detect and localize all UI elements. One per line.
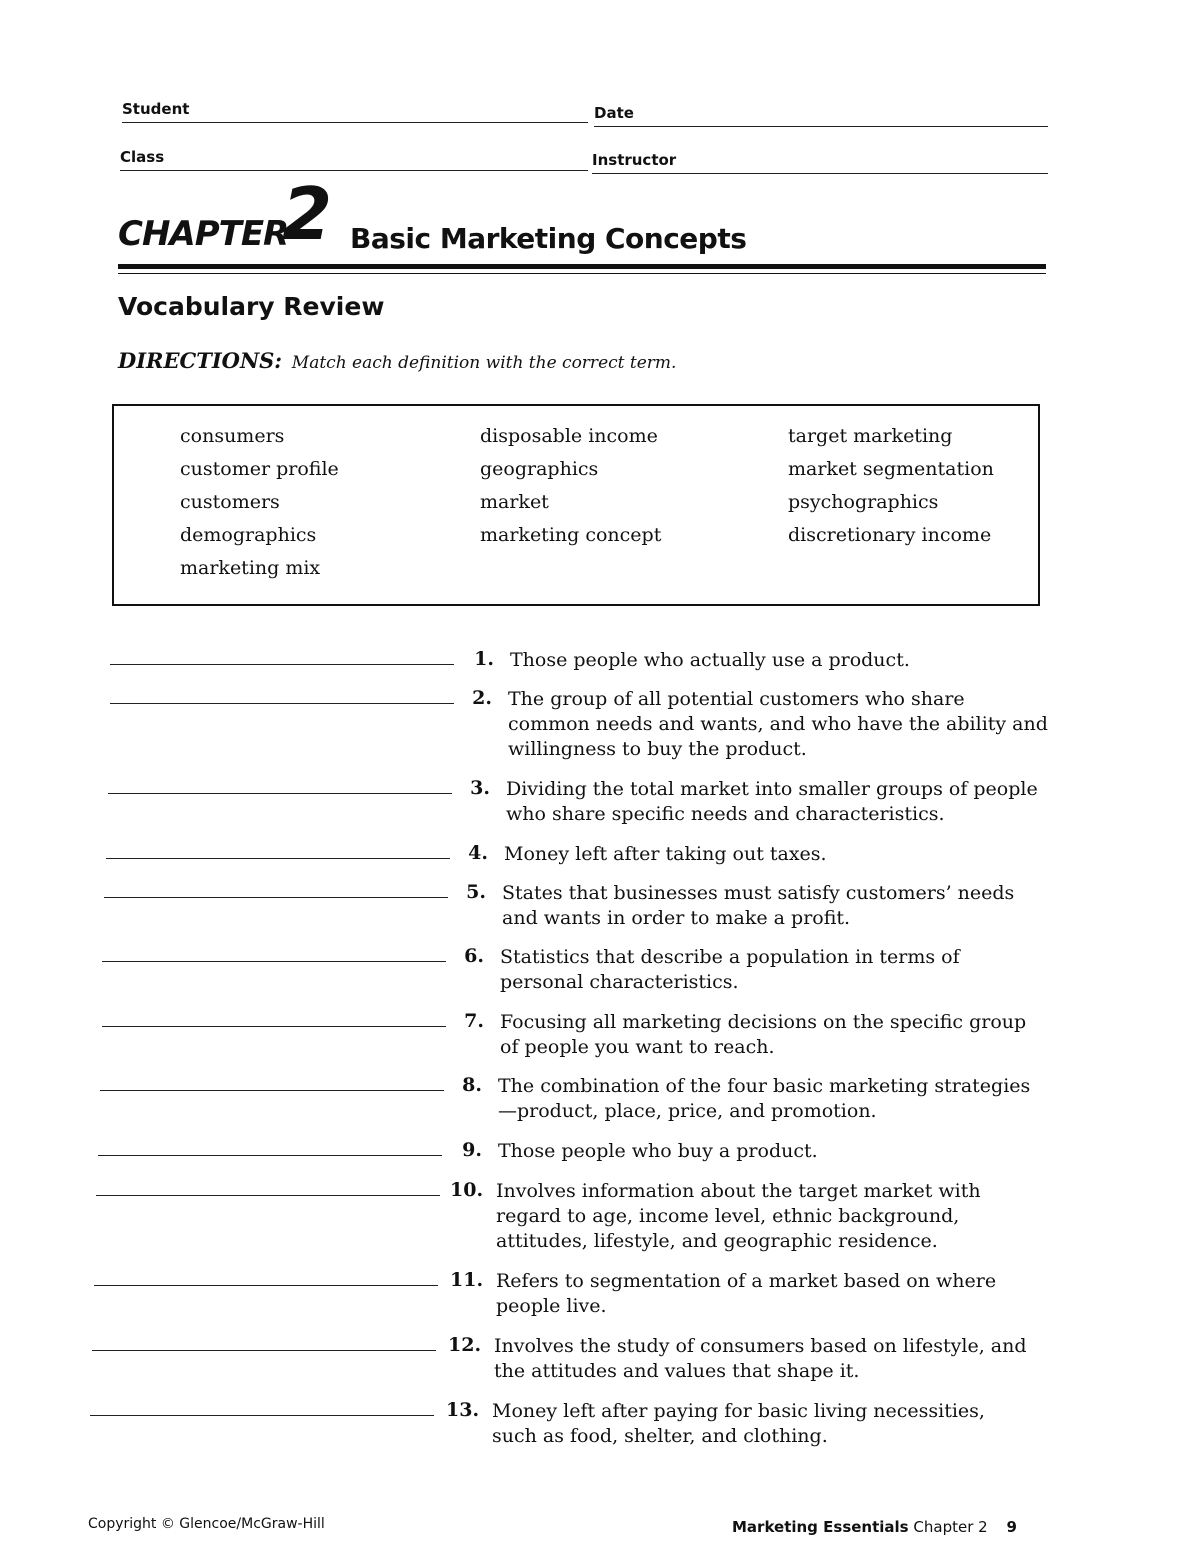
question-text: Involves information about the target market with regard to age, income level, ethnic background, attitudes, lifestyle, and geographic residence. <box>496 1180 981 1252</box>
chapter-rule-thick <box>118 264 1046 269</box>
question-text: Money left after taking out taxes. <box>504 843 827 865</box>
term: marketing concept <box>480 524 662 546</box>
question-text: Those people who actually use a product. <box>510 649 910 671</box>
term: consumers <box>180 425 285 447</box>
question-number: 2. <box>472 687 492 709</box>
student-field[interactable] <box>122 122 588 123</box>
answer-blank[interactable] <box>110 664 454 665</box>
term: market segmentation <box>788 458 994 480</box>
term: demographics <box>180 524 317 546</box>
copyright: Copyright © Glencoe/McGraw-Hill <box>88 1516 325 1532</box>
question-text: The combination of the four basic marketing strategies—product, place, price, and promotion. <box>498 1075 1031 1122</box>
question-number: 12. <box>448 1334 482 1356</box>
term-bank <box>112 404 1040 606</box>
question-text: Those people who buy a product. <box>498 1140 818 1162</box>
chapter-rule-thin <box>118 273 1046 274</box>
term: psychographics <box>788 491 939 513</box>
footer-chapter: Chapter 2 <box>913 1518 988 1536</box>
question-text: The group of all potential customers who share common needs and wants, and who have the ability and willingness to buy the product. <box>508 688 1048 760</box>
question-number: 3. <box>470 777 490 799</box>
directions-text: Match each definition with the correct term. <box>291 353 677 373</box>
page-number: 9 <box>1006 1518 1017 1536</box>
directions <box>118 348 676 373</box>
answer-blank[interactable] <box>92 1350 436 1351</box>
answer-blank[interactable] <box>100 1090 444 1091</box>
answer-blank[interactable] <box>98 1155 442 1156</box>
answer-blank[interactable] <box>108 793 452 794</box>
term: disposable income <box>480 425 658 447</box>
answer-blank[interactable] <box>110 703 454 704</box>
instructor-field[interactable] <box>592 173 1048 174</box>
question-text: Refers to segmentation of a market based on where people live. <box>496 1270 997 1317</box>
book-title: Marketing Essentials <box>732 1518 909 1536</box>
term: discretionary income <box>788 524 992 546</box>
answer-blank[interactable] <box>90 1415 434 1416</box>
term: customers <box>180 491 280 513</box>
date-field[interactable] <box>594 126 1048 127</box>
answer-blank[interactable] <box>102 961 446 962</box>
question-number: 7. <box>464 1010 484 1032</box>
question-number: 5. <box>466 881 486 903</box>
question-text: Statistics that describe a population in terms of personal characteristics. <box>500 946 960 993</box>
question-number: 10. <box>450 1179 484 1201</box>
question-text: States that businesses must satisfy customers’ needs and wants in order to make a profit. <box>502 882 1015 929</box>
answer-blank[interactable] <box>106 858 450 859</box>
chapter-number: 2 <box>282 172 333 256</box>
class-field[interactable] <box>120 170 588 171</box>
question-number: 1. <box>474 648 494 670</box>
question-text: Money left after paying for basic living necessities, such as food, shelter, and clothing. <box>492 1400 985 1447</box>
chapter-word: CHAPTER <box>118 214 289 254</box>
question-number: 11. <box>450 1269 484 1291</box>
question-text: Involves the study of consumers based on lifestyle, and the attitudes and values that shape it. <box>494 1335 1027 1382</box>
question-number: 13. <box>446 1399 480 1421</box>
question-number: 6. <box>464 945 484 967</box>
answer-blank[interactable] <box>102 1026 446 1027</box>
term: customer profile <box>180 458 339 480</box>
chapter-title: Basic Marketing Concepts <box>350 222 747 255</box>
answer-blank[interactable] <box>96 1195 440 1196</box>
term: target marketing <box>788 425 953 447</box>
term: market <box>480 491 549 513</box>
question-number: 8. <box>462 1074 482 1096</box>
student-label: Student <box>122 100 190 118</box>
class-label: Class <box>120 148 165 166</box>
directions-label: DIRECTIONS: <box>118 348 283 373</box>
question-number: 9. <box>462 1139 482 1161</box>
section-title: Vocabulary Review <box>118 292 385 321</box>
answer-blank[interactable] <box>104 897 448 898</box>
date-label: Date <box>594 104 634 122</box>
term: geographics <box>480 458 599 480</box>
term-column-1 <box>180 420 339 585</box>
answer-blank[interactable] <box>94 1285 438 1286</box>
term-column-2 <box>480 420 661 552</box>
term-column-3 <box>788 420 994 552</box>
term: marketing mix <box>180 557 321 579</box>
instructor-label: Instructor <box>592 151 677 169</box>
question-text: Focusing all marketing decisions on the specific group of people you want to reach. <box>500 1011 1027 1058</box>
page-footer <box>732 1518 1017 1536</box>
question-text: Dividing the total market into smaller groups of people who share specific needs and characteristics. <box>506 778 1038 825</box>
question-number: 4. <box>468 842 488 864</box>
